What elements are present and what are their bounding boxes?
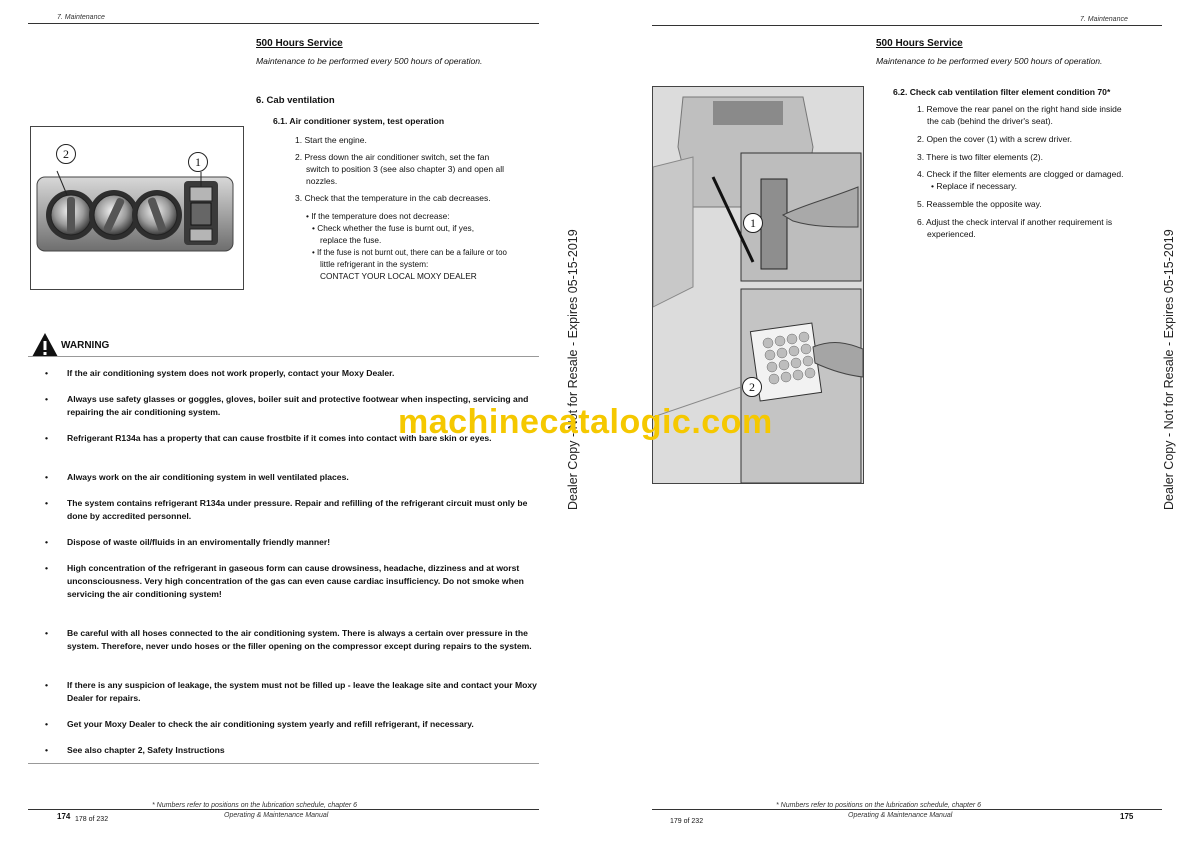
replace-fuse: replace the fuse. <box>320 235 382 245</box>
r-step-1-cont: the cab (behind the driver's seat). <box>927 116 1053 126</box>
watermark-vertical-right: Dealer Copy - Not for Resale - Expires 05-15-2019 <box>1162 229 1176 510</box>
r-step-2: 2. Open the cover (1) with a screw driver. <box>917 134 1072 144</box>
contact-dealer: CONTACT YOUR LOCAL MOXY DEALER <box>320 271 477 281</box>
callout-1-right: 1 <box>743 213 763 233</box>
check-fuse: • Check whether the fuse is burnt out, if yes, <box>312 223 475 233</box>
callout-1-left: 1 <box>188 152 208 172</box>
if-not-decrease: • If the temperature does not decrease: <box>306 211 450 221</box>
step-2-cont: switch to position 3 (see also chapter 3) and open all <box>306 164 504 174</box>
warning-label: WARNING <box>61 340 110 351</box>
r-step-6-cont: experienced. <box>927 229 976 239</box>
right-footer-rule <box>652 809 1162 810</box>
left-header: 7. Maintenance <box>57 14 105 21</box>
r-step-5: 5. Reassemble the opposite way. <box>917 199 1042 209</box>
step-1: 1. Start the engine. <box>295 135 367 145</box>
r-step-6: 6. Adjust the check interval if another requirement is <box>917 217 1113 227</box>
right-service-title: 500 Hours Service <box>876 38 963 49</box>
if-fuse-ok: • If the fuse is not burnt out, there can be a failure or too <box>312 248 507 257</box>
warning-bottom-rule <box>28 763 539 764</box>
little-refrigerant: little refrigerant in the system: <box>320 259 429 269</box>
r-step-3: 3. There is two filter elements (2). <box>917 152 1043 162</box>
right-pdf-page: 179 of 232 <box>670 818 704 825</box>
left-pdf-page: 178 of 232 <box>75 816 109 823</box>
brand-watermark: machinecatalogic.com <box>398 403 773 441</box>
r-step-1: 1. Remove the rear panel on the right hand side inside <box>917 104 1122 114</box>
section-title: 6. Cab ventilation <box>256 95 335 106</box>
right-header-rule <box>652 25 1162 26</box>
step-2: 2. Press down the air conditioner switch, set the fan <box>295 152 490 162</box>
right-manual-name: Operating & Maintenance Manual <box>848 812 953 819</box>
step-3: 3. Check that the temperature in the cab decreases. <box>295 193 491 203</box>
callout-2-right: 2 <box>742 377 762 397</box>
right-footnote: * Numbers refer to positions on the lubrication schedule, chapter 6 <box>776 802 982 809</box>
subsection-title-6-1: 6.1. Air conditioner system, test operation <box>273 116 445 126</box>
left-page-number: 174 <box>57 812 71 821</box>
left-service-subtitle: Maintenance to be performed every 500 hours of operation. <box>256 56 483 66</box>
step-2-cont2: nozzles. <box>306 176 338 186</box>
callout-2-left: 2 <box>56 144 76 164</box>
warning-rule <box>28 356 539 357</box>
left-footer-rule <box>28 809 539 810</box>
right-header: 7. Maintenance <box>1080 16 1128 23</box>
left-manual-name: Operating & Maintenance Manual <box>224 812 329 819</box>
r-step-4: 4. Check if the filter elements are clogged or damaged. <box>917 169 1124 179</box>
right-service-subtitle: Maintenance to be performed every 500 hours of operation. <box>876 56 1103 66</box>
r-step-4-bullet: • Replace if necessary. <box>931 181 1017 191</box>
right-page-number: 175 <box>1120 812 1134 821</box>
left-header-rule <box>28 23 539 24</box>
left-footnote: * Numbers refer to positions on the lubrication schedule, chapter 6 <box>152 802 358 809</box>
watermark-vertical-left: Dealer Copy - Not for Resale - Expires 05-15-2019 <box>566 229 580 510</box>
left-service-title: 500 Hours Service <box>256 38 343 49</box>
subsection-title-6-2: 6.2. Check cab ventilation filter element condition 70* <box>893 87 1111 97</box>
warning-icon <box>31 332 59 358</box>
